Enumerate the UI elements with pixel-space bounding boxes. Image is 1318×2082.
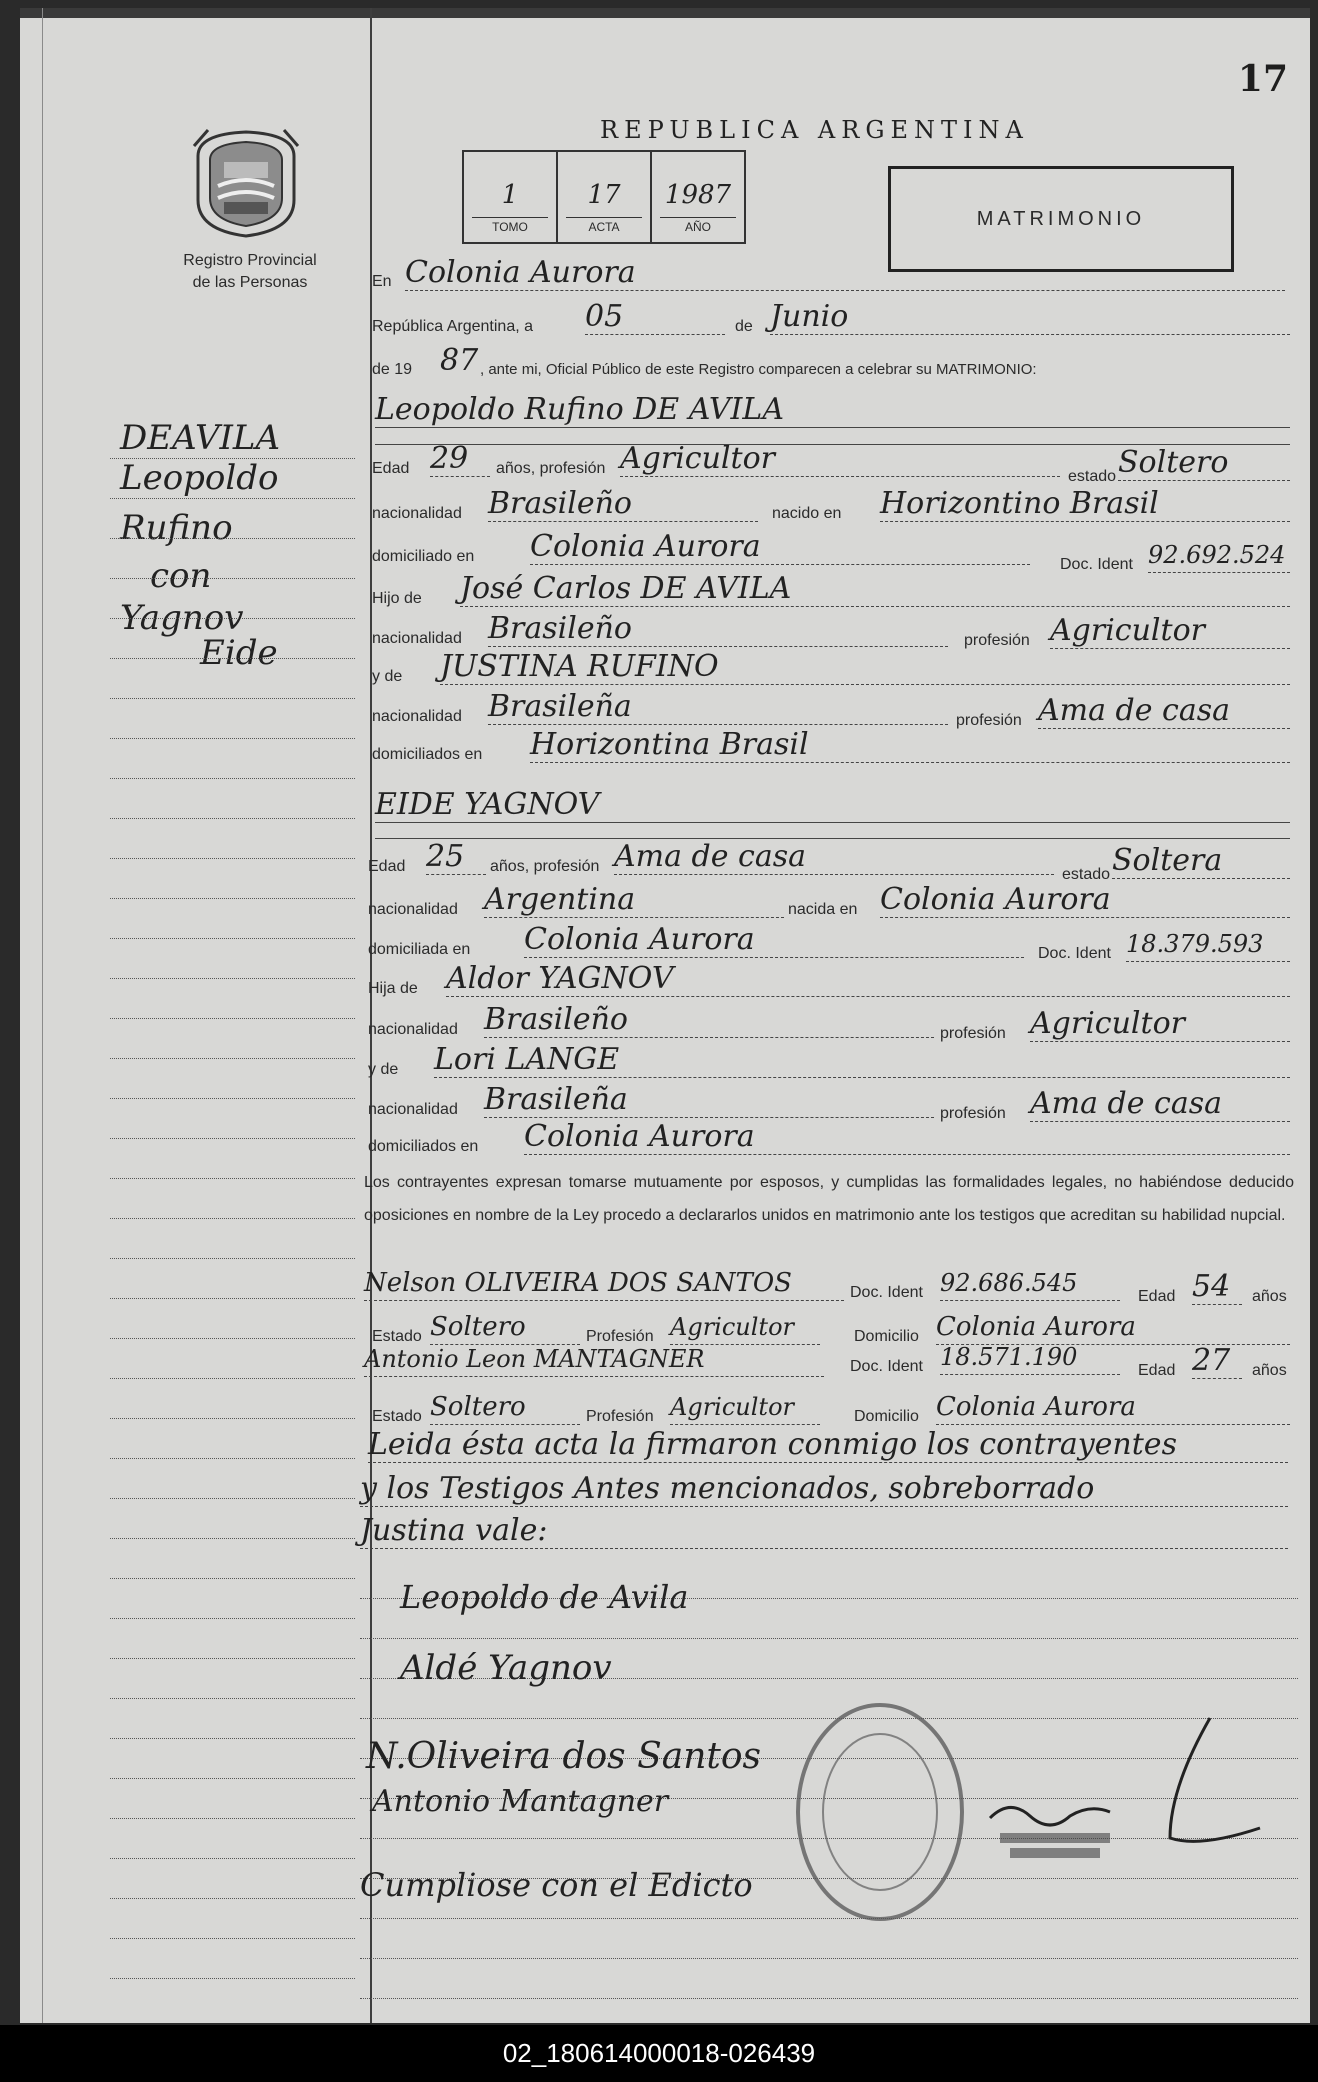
registry-name (140, 250, 360, 294)
bride-birthplace: Colonia Aurora (880, 883, 1290, 918)
witness-1-status: Soltero (430, 1310, 580, 1345)
closing-note-1: Leida ésta acta la firmaron conmigo los contrayentes (368, 1428, 1288, 1463)
margin-note-1: DEAVILA (120, 418, 281, 458)
registry-line-1: Registro Provincial (183, 252, 317, 269)
label-w1-doc: Doc. Ident (850, 1284, 923, 1301)
groom-parents-domicile: Horizontina Brasil (530, 728, 1290, 763)
anio-value: 1987 (664, 180, 732, 210)
label-nacido-en: nacido en (772, 505, 842, 522)
bride-nationality: Argentina (484, 883, 784, 918)
label-nacida-en: nacida en (788, 901, 858, 918)
bride-domicile: Colonia Aurora (524, 923, 1024, 958)
groom-doc: 92.692.524 (1148, 538, 1290, 573)
tomo-value: 1 (501, 180, 519, 210)
closing-note-2: y los Testigos Antes mencionados, sobreborrado (360, 1472, 1288, 1507)
label-hijo-de: Hijo de (372, 590, 422, 607)
signature-groom: Leopoldo de Avila (400, 1578, 689, 1616)
groom-mother-nationality: Brasileña (488, 690, 948, 725)
label-ante: , ante mi, Oficial Público de este Registro comparecen a celebrar su MATRIMONIO: (480, 361, 1037, 378)
witness-1-profession: Agricultor (670, 1310, 820, 1345)
groom-father-profession: Agricultor (1050, 614, 1290, 649)
groom-mother-profession: Ama de casa (1038, 694, 1290, 729)
bride-profession: Ama de casa (614, 840, 1054, 875)
margin-note-3: Rufino (120, 508, 233, 548)
label-doc-ident: Doc. Ident (1060, 556, 1133, 573)
label-w2-estado: Estado (372, 1408, 422, 1425)
anio-cell (652, 152, 744, 242)
label-nac-bride-mother: nacionalidad (368, 1101, 458, 1118)
witness-2-profession: Agricultor (670, 1390, 820, 1425)
tomo-label: TOMO (472, 217, 548, 234)
bride-father-nationality: Brasileño (484, 1003, 934, 1038)
groom-domicile: Colonia Aurora (530, 530, 1030, 565)
acta-cell (558, 152, 652, 242)
label-prof-mother: profesión (956, 712, 1022, 729)
margin-note-5: Yagnov (120, 598, 244, 638)
label-w2-domicilio: Domicilio (854, 1408, 919, 1425)
place-value: Colonia Aurora (405, 256, 1285, 291)
record-reference-box (462, 150, 746, 244)
label-prof-bride-mother: profesión (940, 1105, 1006, 1122)
witness-1-domicile: Colonia Aurora (936, 1310, 1290, 1345)
label-edad-bride: Edad (368, 858, 406, 875)
label-nac-bride: nacionalidad (368, 901, 458, 918)
margin-note-6: Eide (200, 633, 278, 673)
bride-father-profession: Agricultor (1030, 1007, 1290, 1042)
bride-parents-domicile: Colonia Aurora (524, 1120, 1290, 1155)
signature-edicto: Cumpliose con el Edicto (360, 1866, 753, 1904)
witness-2-status: Soltero (430, 1390, 580, 1425)
label-edad: Edad (372, 460, 410, 477)
witness-1-name: Nelson OLIVEIRA DOS SANTOS (364, 1266, 844, 1301)
bride-name: EIDE YAGNOV (375, 788, 1290, 823)
groom-profession: Agricultor (620, 442, 1060, 477)
witness-1-age: 54 (1192, 1270, 1242, 1305)
label-de: de (735, 318, 753, 335)
groom-name: Leopoldo Rufino DE AVILA (375, 393, 1290, 428)
official-signature-icon (970, 1708, 1290, 1878)
label-nac-bride-father: nacionalidad (368, 1021, 458, 1038)
bride-doc: 18.379.593 (1126, 927, 1290, 962)
label-prof-bride-father: profesión (940, 1025, 1006, 1042)
witness-2-name: Antonio Leon MANTAGNER (364, 1342, 824, 1377)
page-top-edge (20, 8, 1310, 18)
groom-nationality: Brasileño (488, 487, 758, 522)
acta-value: 17 (587, 180, 621, 210)
closing-note-3: Justina vale: (360, 1514, 1288, 1549)
bride-mother: Lori LANGE (434, 1043, 1290, 1078)
label-y-de-bride: y de (368, 1061, 399, 1078)
label-w2-anos: años (1252, 1362, 1287, 1379)
witness-2-doc: 18.571.190 (940, 1340, 1120, 1375)
label-w1-estado: Estado (372, 1328, 422, 1345)
official-stamp-icon (796, 1703, 964, 1921)
margin-note-4: con (150, 556, 212, 596)
groom-father: José Carlos DE AVILA (460, 572, 1290, 607)
label-w2-profesion: Profesión (586, 1408, 654, 1425)
label-w2-edad: Edad (1138, 1362, 1176, 1379)
signature-witness-1: N.Oliveira dos Santos (366, 1736, 762, 1777)
label-w2-doc: Doc. Ident (850, 1358, 923, 1375)
label-de19: de 19 (372, 361, 413, 378)
bride-age: 25 (426, 840, 486, 875)
label-estado: estado (1068, 468, 1117, 485)
label-nacionalidad: nacionalidad (372, 505, 462, 522)
label-doc-ident-bride: Doc. Ident (1038, 945, 1111, 962)
groom-father-nationality: Brasileño (488, 612, 948, 647)
bride-mother-nationality: Brasileña (484, 1083, 934, 1118)
declaration-text: Los contrayentes expresan tomarse mutuamente por esposos, y cumplidas las formalidades legales, no habiéndose deducido oposiciones en nombre de la Ley procedo a declararlos unidos en matrimonio ante los testigos que acreditan su habilidad nupcial. (364, 1174, 1294, 1224)
label-prof-father: profesión (964, 632, 1030, 649)
label-w1-edad: Edad (1138, 1288, 1176, 1305)
label-estado-bride: estado (1062, 866, 1111, 883)
tomo-cell (464, 152, 558, 242)
groom-birthplace: Horizontino Brasil (880, 487, 1290, 522)
label-nac-father: nacionalidad (372, 630, 462, 647)
label-republica: República Argentina, a (372, 318, 533, 335)
scan-id-footer (0, 2025, 1318, 2082)
margin-note-2: Leopoldo (120, 458, 279, 498)
margin-divider (370, 8, 372, 2023)
bride-mother-profession: Ama de casa (1030, 1087, 1290, 1122)
label-w1-profesion: Profesión (586, 1328, 654, 1345)
registry-line-2: de las Personas (192, 274, 308, 291)
label-nac-mother: nacionalidad (372, 708, 462, 725)
bride-father: Aldor YAGNOV (446, 962, 1290, 997)
label-domiciliados: domiciliados en (372, 746, 483, 763)
groom-status: Soltero (1118, 446, 1290, 481)
label-en: En (372, 273, 392, 290)
signature-witness-2: Antonio Mantagner (372, 1784, 669, 1819)
acta-label: ACTA (566, 217, 642, 234)
bride-name-underline (375, 838, 1290, 839)
groom-age: 29 (430, 442, 490, 477)
label-hija-de: Hija de (368, 980, 418, 997)
label-y-de: y de (372, 668, 403, 685)
label-w1-domicilio: Domicilio (854, 1328, 919, 1345)
label-anos-profesion: años, profesión (496, 460, 606, 477)
label-domiciliados-bride: domiciliados en (368, 1138, 479, 1155)
label-anos-prof-bride: años, profesión (490, 858, 600, 875)
day-value: 05 (585, 300, 725, 335)
document-page (20, 8, 1310, 2023)
act-type-label: MATRIMONIO (976, 207, 1146, 230)
label-w1-anos: años (1252, 1288, 1287, 1305)
provincial-seal-icon (188, 126, 304, 238)
scan-id: 02_180614000018-026439 (502, 2038, 816, 2068)
country-title: REPUBLICA ARGENTINA (600, 116, 1029, 144)
label-domiciliada: domiciliada en (368, 941, 471, 958)
page-left-edge (42, 8, 43, 2023)
witness-1-doc: 92.686.545 (940, 1266, 1120, 1301)
groom-mother: JUSTINA RUFINO (440, 650, 1290, 685)
witness-2-age: 27 (1192, 1344, 1242, 1379)
year-value: 87 (440, 343, 479, 378)
anio-label: AÑO (660, 217, 736, 234)
page-number: 17 (1237, 58, 1288, 100)
label-domiciliado: domiciliado en (372, 548, 475, 565)
bride-status: Soltera (1112, 844, 1290, 879)
witness-2-domicile: Colonia Aurora (936, 1390, 1290, 1425)
signature-bride: Aldé Yagnov (400, 1648, 612, 1688)
month-value: Junio (770, 300, 1290, 335)
